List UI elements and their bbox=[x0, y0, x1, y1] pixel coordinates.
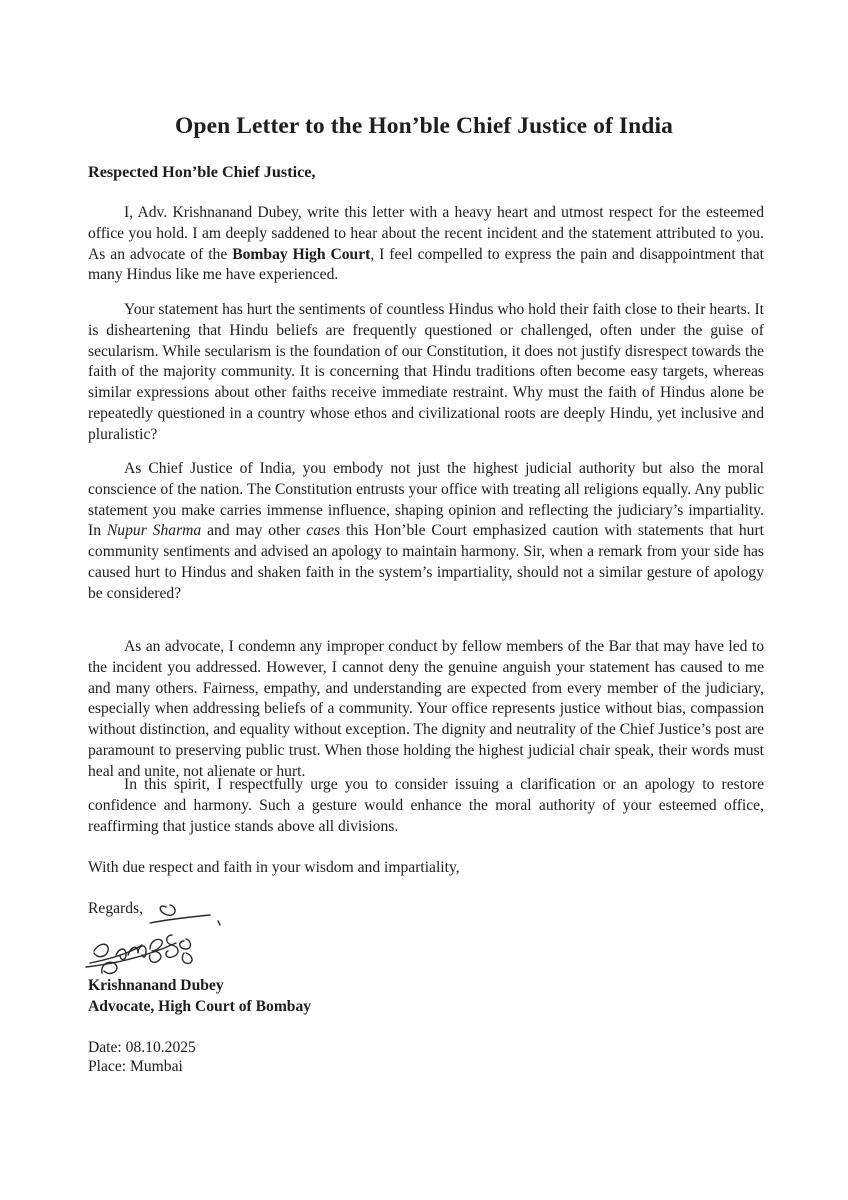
salutation: Respected Hon’ble Chief Justice, bbox=[88, 163, 316, 181]
paragraph-5: In this spirit, I respectfully urge you to consider issuing a clarification or an apology to restore confidence and harmony. Such a gesture would enhance the moral authority of your esteemed office, reaffirming that justice stands above all divisions. bbox=[88, 776, 764, 835]
paragraph-4: As an advocate, I condemn any improper conduct by fellow members of the Bar that may have led to the incident you addressed. However, I cannot deny the genuine anguish your statement has caused to me and many others. Fairness, empathy, and understanding are expected from every member of the judiciary, especially when addressing beliefs of a community. Your office represents justice without bias, compassion without distinction, and equality without exception. The dignity and neutrality of the Chief Justice’s post are paramount to preserving public trust. When those holding the highest judicial chair speak, their words must heal and unite, not alienate or hurt. bbox=[88, 638, 764, 780]
date-line: Date: 08.10.2025 bbox=[88, 1039, 196, 1056]
paragraph-3 bbox=[88, 459, 764, 605]
cases-italic: cases bbox=[306, 522, 341, 540]
letter-title: Open Letter to the Hon’ble Chief Justice of India bbox=[175, 113, 673, 139]
regards-line: Regards, bbox=[88, 900, 143, 917]
place-line: Place: Mumbai bbox=[88, 1058, 183, 1075]
closing-line: With due respect and faith in your wisdom and impartiality, bbox=[88, 859, 460, 876]
handwritten-signature bbox=[80, 893, 230, 983]
paragraph-1-text-b: , I feel compelled to express the pain and disappointment that many Hindus like me have experienced. bbox=[88, 245, 764, 284]
paragraph-1 bbox=[88, 203, 764, 286]
paragraph-2: Your statement has hurt the sentiments of countless Hindus who hold their faith close to their hearts. It is disheartening that Hindu beliefs are frequently questioned or challenged, often under the guise of secularism. While secularism is the foundation of our Constitution, it does not justify disrespect towards the faith of the majority community. It is concerning that Hindu traditions often become easy targets, whereas similar expressions about other faiths receive immediate restraint. Why must the faith of Hindus alone be repeatedly questioned in a country whose ethos and civilizational roots are deeply Hindu, yet inclusive and pluralistic? bbox=[88, 301, 764, 443]
paragraph-1-text-a: I, Adv. Krishnanand Dubey, write this letter with a heavy heart and utmost respect for the esteemed office you hold. I am deeply saddened to hear about the recent incident and the statement attributed to you. As an advocate of the bbox=[88, 204, 764, 263]
signatory-title: Advocate, High Court of Bombay bbox=[88, 998, 312, 1015]
paragraph-3-text-b: and may other bbox=[201, 522, 307, 540]
case-name-italic: Nupur Sharma bbox=[106, 522, 202, 540]
bombay-high-court-bold: Bombay High Court bbox=[232, 245, 371, 263]
paragraph-3-text-a: As Chief Justice of India, you embody not just the highest judicial authority but also the moral conscience of the nation. The Constitution entrusts your office with treating all religions equally. Any public statement you make carries immense influence, shaping opinion and reflecting the judiciary’s impartiality. In bbox=[88, 460, 764, 540]
signatory-name: Krishnanand Dubey bbox=[88, 977, 224, 994]
paragraph-3-text-c: this Hon’ble Court emphasized caution with statements that hurt community sentiments and advised an apology to maintain harmony. Sir, when a remark from your side has caused hurt to Hindus and shaken faith in the system’s impartiality, should not a similar gesture of apology be considered? bbox=[88, 522, 765, 602]
